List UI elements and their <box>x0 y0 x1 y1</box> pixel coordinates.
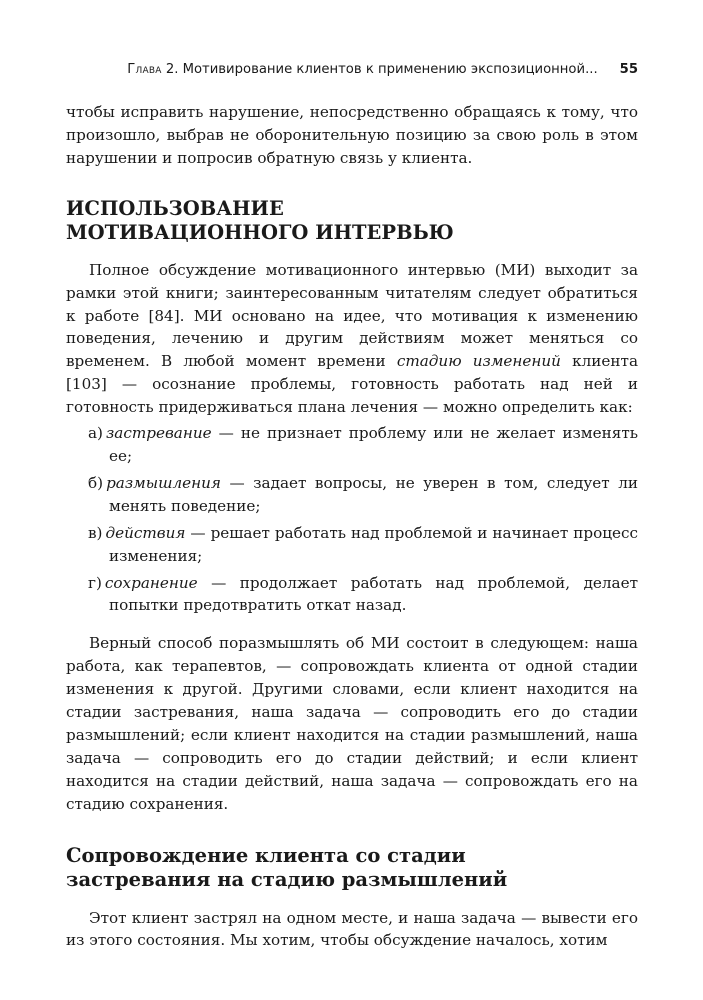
chapter-label: Глава <box>127 62 162 77</box>
stage-marker: г) <box>88 573 102 592</box>
mi-explanation-paragraph: Верный способ поразмышлять об МИ состоит в следующем: наша работа, как терапевтов, — сопровождать клиента от одной стадии изменения к другой. Другими словами, если клиент находится на стадии застревания, наша задача — сопроводить его до стадии размышлений; если клиент находится на стадии размышлений, наша задача — сопроводить его до стадии действий; и если клиент находится на стадии действий, наша задача — сопровождать его на стадию сохранения. <box>66 634 638 813</box>
stage-marker: б) <box>88 473 104 492</box>
stage-description: — задает вопросы, не уверен в том, следует ли менять поведение; <box>109 473 638 515</box>
subsection-heading-line1: Сопровождение клиента со стадии <box>66 843 466 867</box>
book-page <box>66 60 638 952</box>
stage-term: действия <box>105 523 186 542</box>
stage-item <box>66 472 638 518</box>
subsection-heading <box>66 844 638 893</box>
stage-term: застревание <box>105 424 212 443</box>
page-number: 55 <box>619 62 638 77</box>
chapter-reference <box>127 60 597 80</box>
mi-paragraph-part2: клиента [103] — осознание проблемы, готовность работать над ней и готовность придерживаться плана лечения — можно определить как: <box>66 352 639 417</box>
stage-marker: в) <box>88 523 103 542</box>
section-heading-line2: МОТИВАЦИОННОГО ИНТЕРВЬЮ <box>66 221 454 245</box>
stage-term: сохранение <box>104 573 198 592</box>
stage-description: — не признает проблему или не желает изменять ее; <box>109 424 638 465</box>
chapter-title: 2. Мотивирование клиентов к применению экспозиционной... <box>165 62 598 77</box>
subsection-paragraph: Этот клиент застрял на одном месте, и наша задача — вывести его из этого состояния. Мы хотим, чтобы обсуждение началось, хотим <box>66 908 638 950</box>
stages-list <box>66 422 638 617</box>
section-heading-line1: ИСПОЛЬЗОВАНИЕ <box>66 196 284 220</box>
stage-marker: а) <box>88 424 103 443</box>
stage-term: размышления <box>106 473 221 492</box>
stage-item <box>66 522 638 568</box>
stage-item <box>66 572 638 618</box>
mi-paragraph <box>66 259 638 419</box>
subsection-heading-line2: застревания на стадию размышлений <box>66 868 508 892</box>
intro-paragraph: чтобы исправить нарушение, непосредственно обращаясь к тому, что произошло, выбрав не оборонительную позицию за свою роль в этом нарушении и попросив обратную связь у клиента. <box>66 103 638 167</box>
running-header <box>66 60 638 80</box>
stage-item <box>66 422 638 468</box>
stage-description: — решает работать над проблемой и начинает процесс изменения; <box>109 523 638 565</box>
section-heading <box>66 197 638 246</box>
mi-paragraph-part1: Полное обсуждение мотивационного интервью (МИ) выходит за рамки этой книги; заинтересованным читателям следует обратиться к работе [84]. МИ основано на идее, что мотивация к изменению поведения, лечению и другим действиям может меняться со временем. В любой момент времени <box>66 260 638 371</box>
body-text <box>66 101 638 952</box>
mi-paragraph-emphasis: стадию изменений <box>396 352 561 371</box>
stage-description: — продолжает работать над проблемой, делает попытки предотвратить откат назад. <box>109 573 638 615</box>
